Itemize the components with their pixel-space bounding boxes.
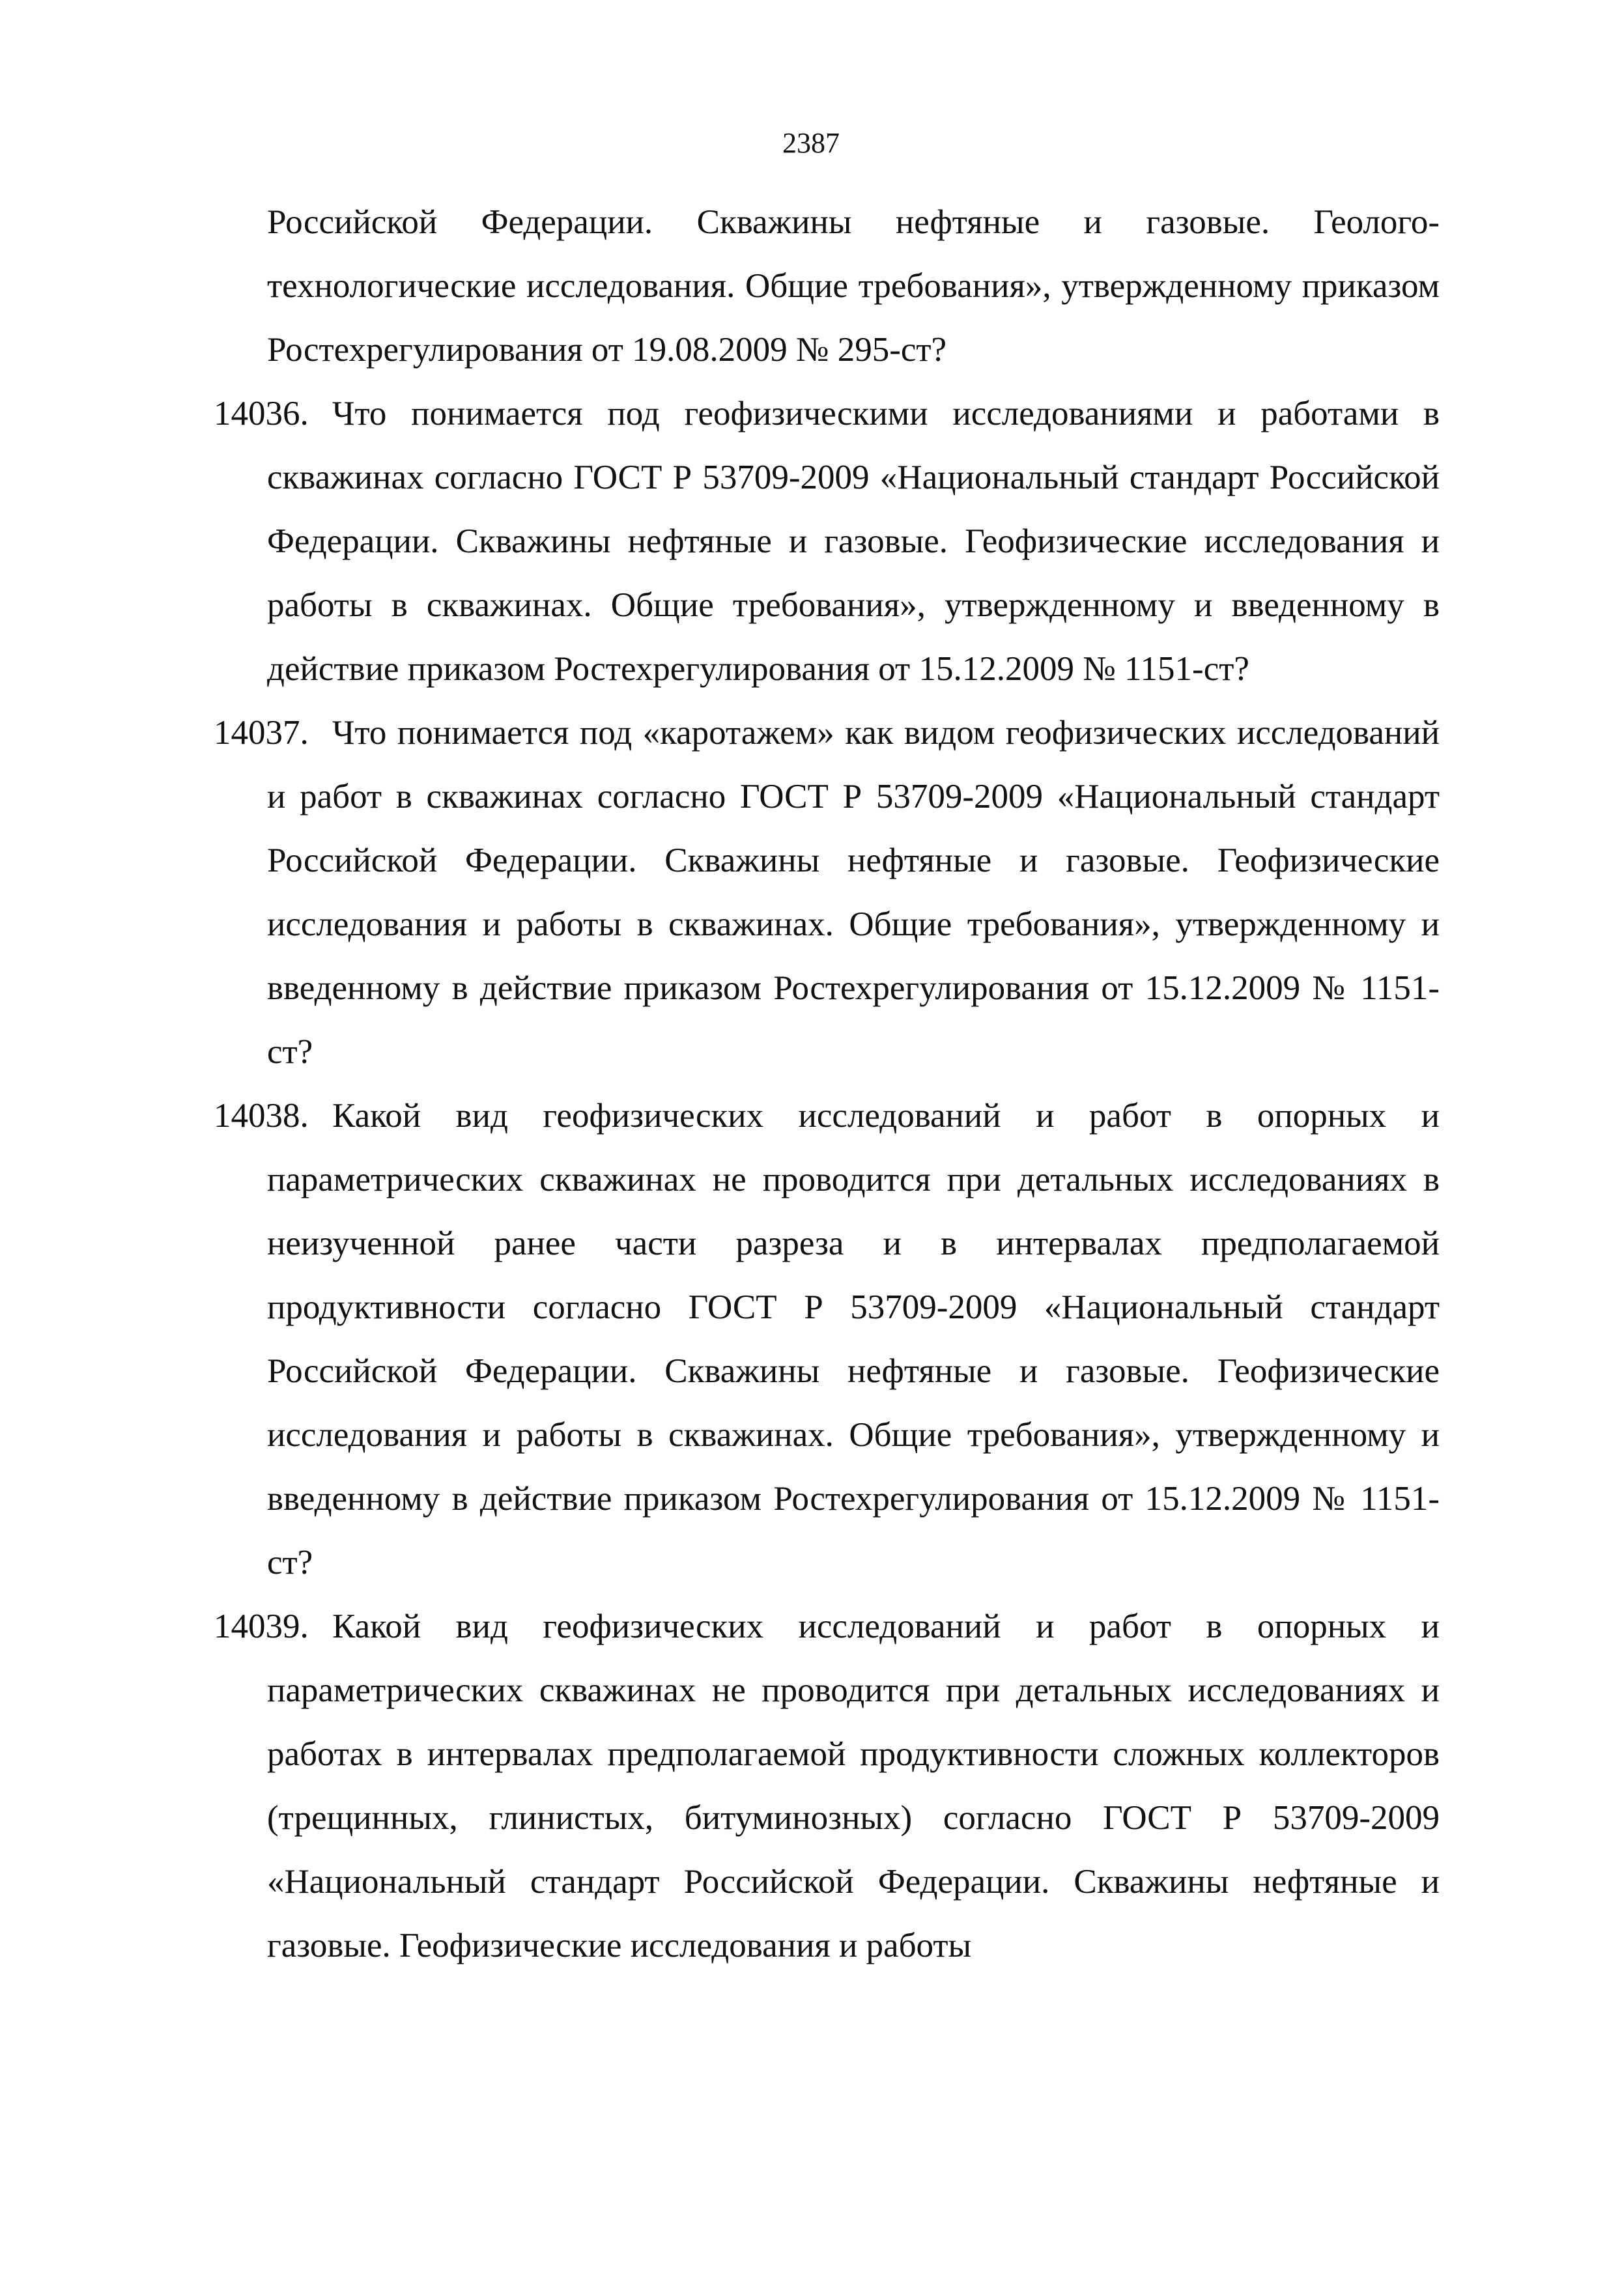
question-number: 14039. xyxy=(214,1608,309,1645)
question-item xyxy=(214,1594,1440,1977)
question-item xyxy=(214,701,1440,1084)
page-number: 2387 xyxy=(782,127,840,159)
question-item xyxy=(214,382,1440,701)
question-number: 14038. xyxy=(214,1097,309,1135)
question-text: Какой вид геофизических исследований и работ в опорных и параметрических скважинах не проводится при детальных исследованиях в неизученной ранее части разреза и в интервалах предполагаемой продуктивности согласно ГОСТ Р 53709-2009 «Национальный стандарт Российской Федерации. Скважины нефтяные и газовые. Геофизические исследования и работы в скважинах. Общие требования», утвержденному и введенному в действие приказом Ростехрегулирования от 15.12.2009 № 1151-ст? xyxy=(267,1097,1440,1581)
question-text: Что понимается под «каротажем» как видом геофизических исследований и работ в скважинах согласно ГОСТ Р 53709-2009 «Национальный стандарт Российской Федерации. Скважины нефтяные и газовые. Геофизические исследования и работы в скважинах. Общие требования», утвержденному и введенному в действие приказом Ростехрегулирования от 15.12.2009 № 1151-ст? xyxy=(267,714,1440,1071)
document-body xyxy=(214,190,1440,1977)
continuation-paragraph: Российской Федерации. Скважины нефтяные и газовые. Геолого-технологические исследования. Общие требования», утвержденному приказом Ростехрегулирования от 19.08.2009 № 295-ст? xyxy=(267,203,1440,369)
question-item xyxy=(214,1084,1440,1594)
question-number: 14036. xyxy=(214,395,309,432)
question-number: 14037. xyxy=(214,714,309,752)
question-text: Какой вид геофизических исследований и работ в опорных и параметрических скважинах не проводится при детальных исследованиях и работах в интервалах предполагаемой продуктивности сложных коллекторов (трещинных, глинистых, битуминозных) согласно ГОСТ Р 53709-2009 «Национальный стандарт Российской Федерации. Скважины нефтяные и газовые. Геофизические исследования и работы xyxy=(267,1608,1440,1964)
question-text: Что понимается под геофизическими исследованиями и работами в скважинах согласно ГОСТ Р 53709-2009 «Национальный стандарт Российской Федерации. Скважины нефтяные и газовые. Геофизические исследования и работы в скважинах. Общие требования», утвержденному и введенному в действие приказом Ростехрегулирования от 15.12.2009 № 1151-ст? xyxy=(267,395,1440,688)
